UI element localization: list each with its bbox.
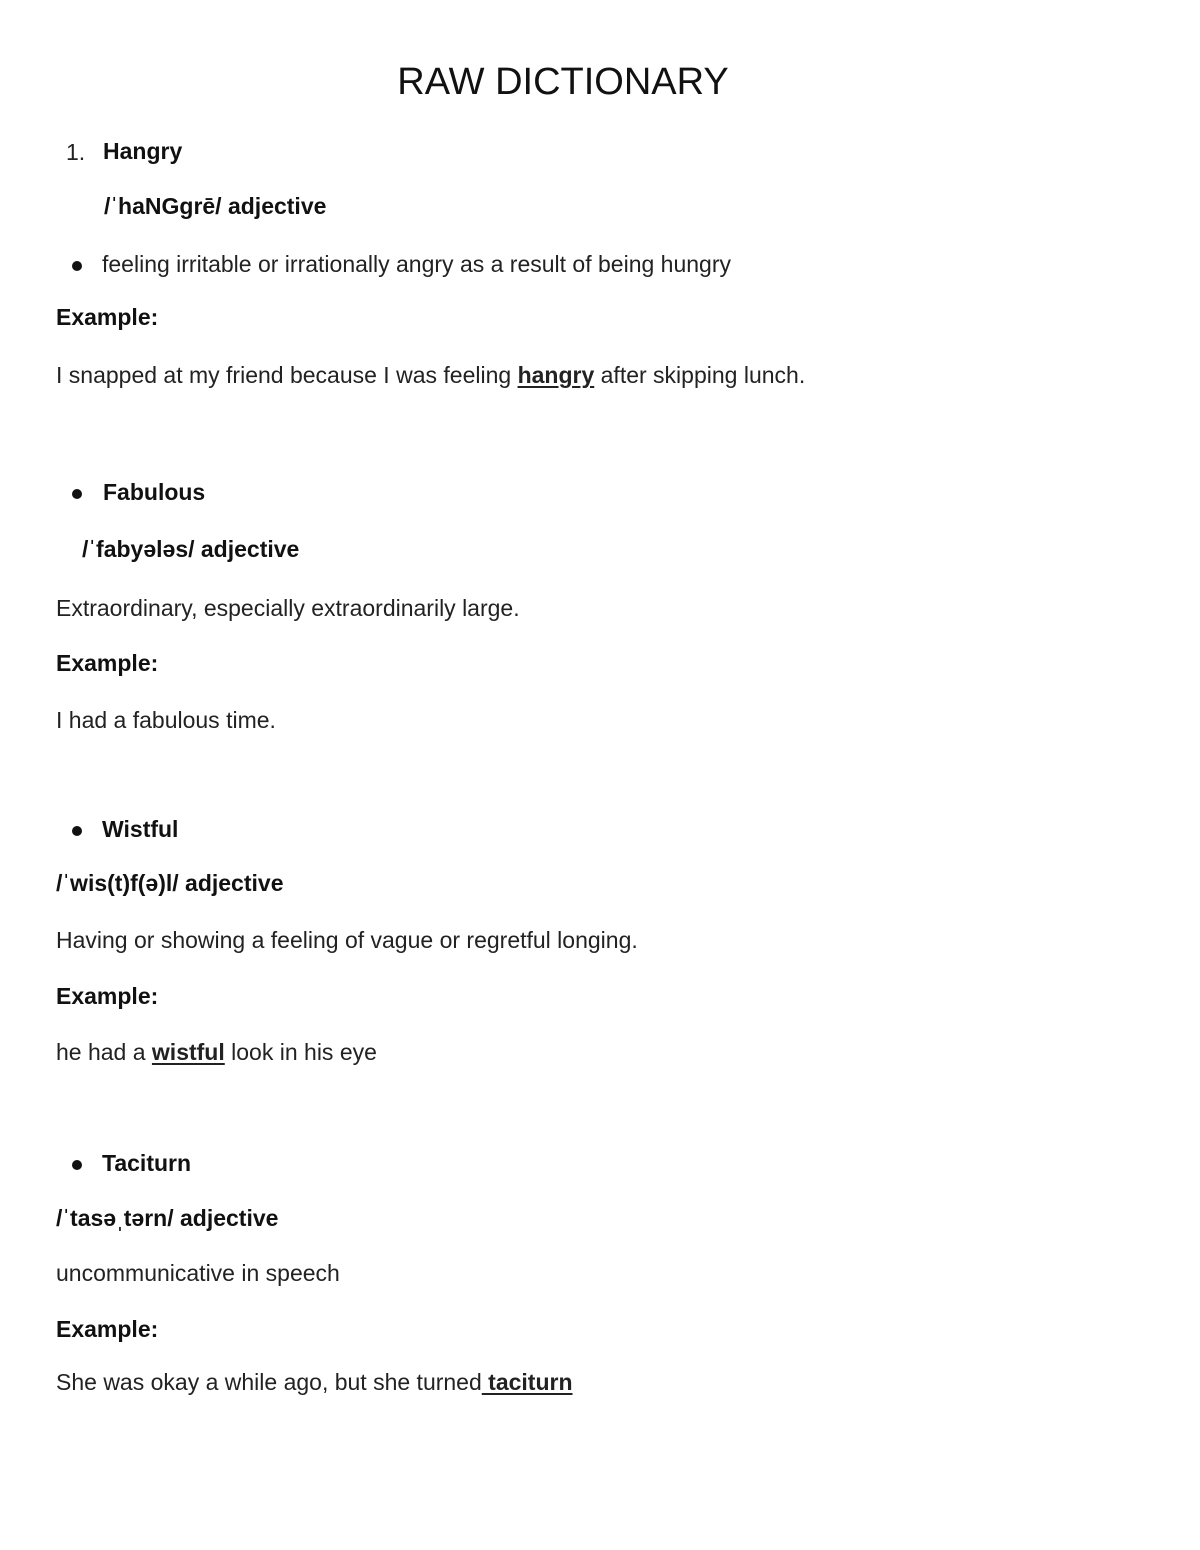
entry-pronunciation: /ˈtasəˌtərn/ adjective — [56, 1205, 279, 1231]
entry-definition: Extraordinary, especially extraordinarily large. — [56, 595, 520, 621]
bullet-icon — [72, 1160, 82, 1170]
entry-definition: Having or showing a feeling of vague or regretful longing. — [56, 927, 638, 953]
entry-definition: uncommunicative in speech — [56, 1260, 340, 1286]
entry-definition: feeling irritable or irrationally angry as a result of being hungry — [102, 251, 731, 277]
page-title: RAW DICTIONARY — [397, 61, 729, 103]
entry-word: Taciturn — [102, 1150, 192, 1176]
example-sentence: I had a fabulous time. — [56, 707, 276, 733]
entry-word: Hangry — [103, 138, 183, 164]
example-label: Example: — [56, 983, 159, 1009]
example-label: Example: — [56, 650, 159, 676]
entry-pronunciation: /ˈfabyələs/ adjective — [82, 536, 300, 562]
example-sentence: I snapped at my friend because I was feeling hangry after skipping lunch. — [56, 362, 806, 388]
bullet-icon — [72, 489, 82, 499]
example-label: Example: — [56, 1316, 159, 1342]
bullet-icon — [72, 261, 82, 271]
entry-word: Wistful — [102, 816, 179, 842]
list-number: 1. — [66, 139, 86, 165]
example-sentence: She was okay a while ago, but she turned taciturn — [56, 1369, 573, 1395]
example-label: Example: — [56, 304, 159, 330]
entry-pronunciation: /ˈhaNGgrē/ adjective — [104, 193, 327, 219]
entry-word: Fabulous — [103, 479, 206, 505]
example-keyword: hangry — [517, 362, 595, 388]
entry-pronunciation: /ˈwis(t)f(ə)l/ adjective — [56, 870, 284, 896]
example-sentence: he had a wistful look in his eye — [56, 1039, 377, 1065]
bullet-icon — [72, 826, 82, 836]
example-keyword: taciturn — [481, 1369, 573, 1395]
example-keyword: wistful — [151, 1039, 225, 1065]
